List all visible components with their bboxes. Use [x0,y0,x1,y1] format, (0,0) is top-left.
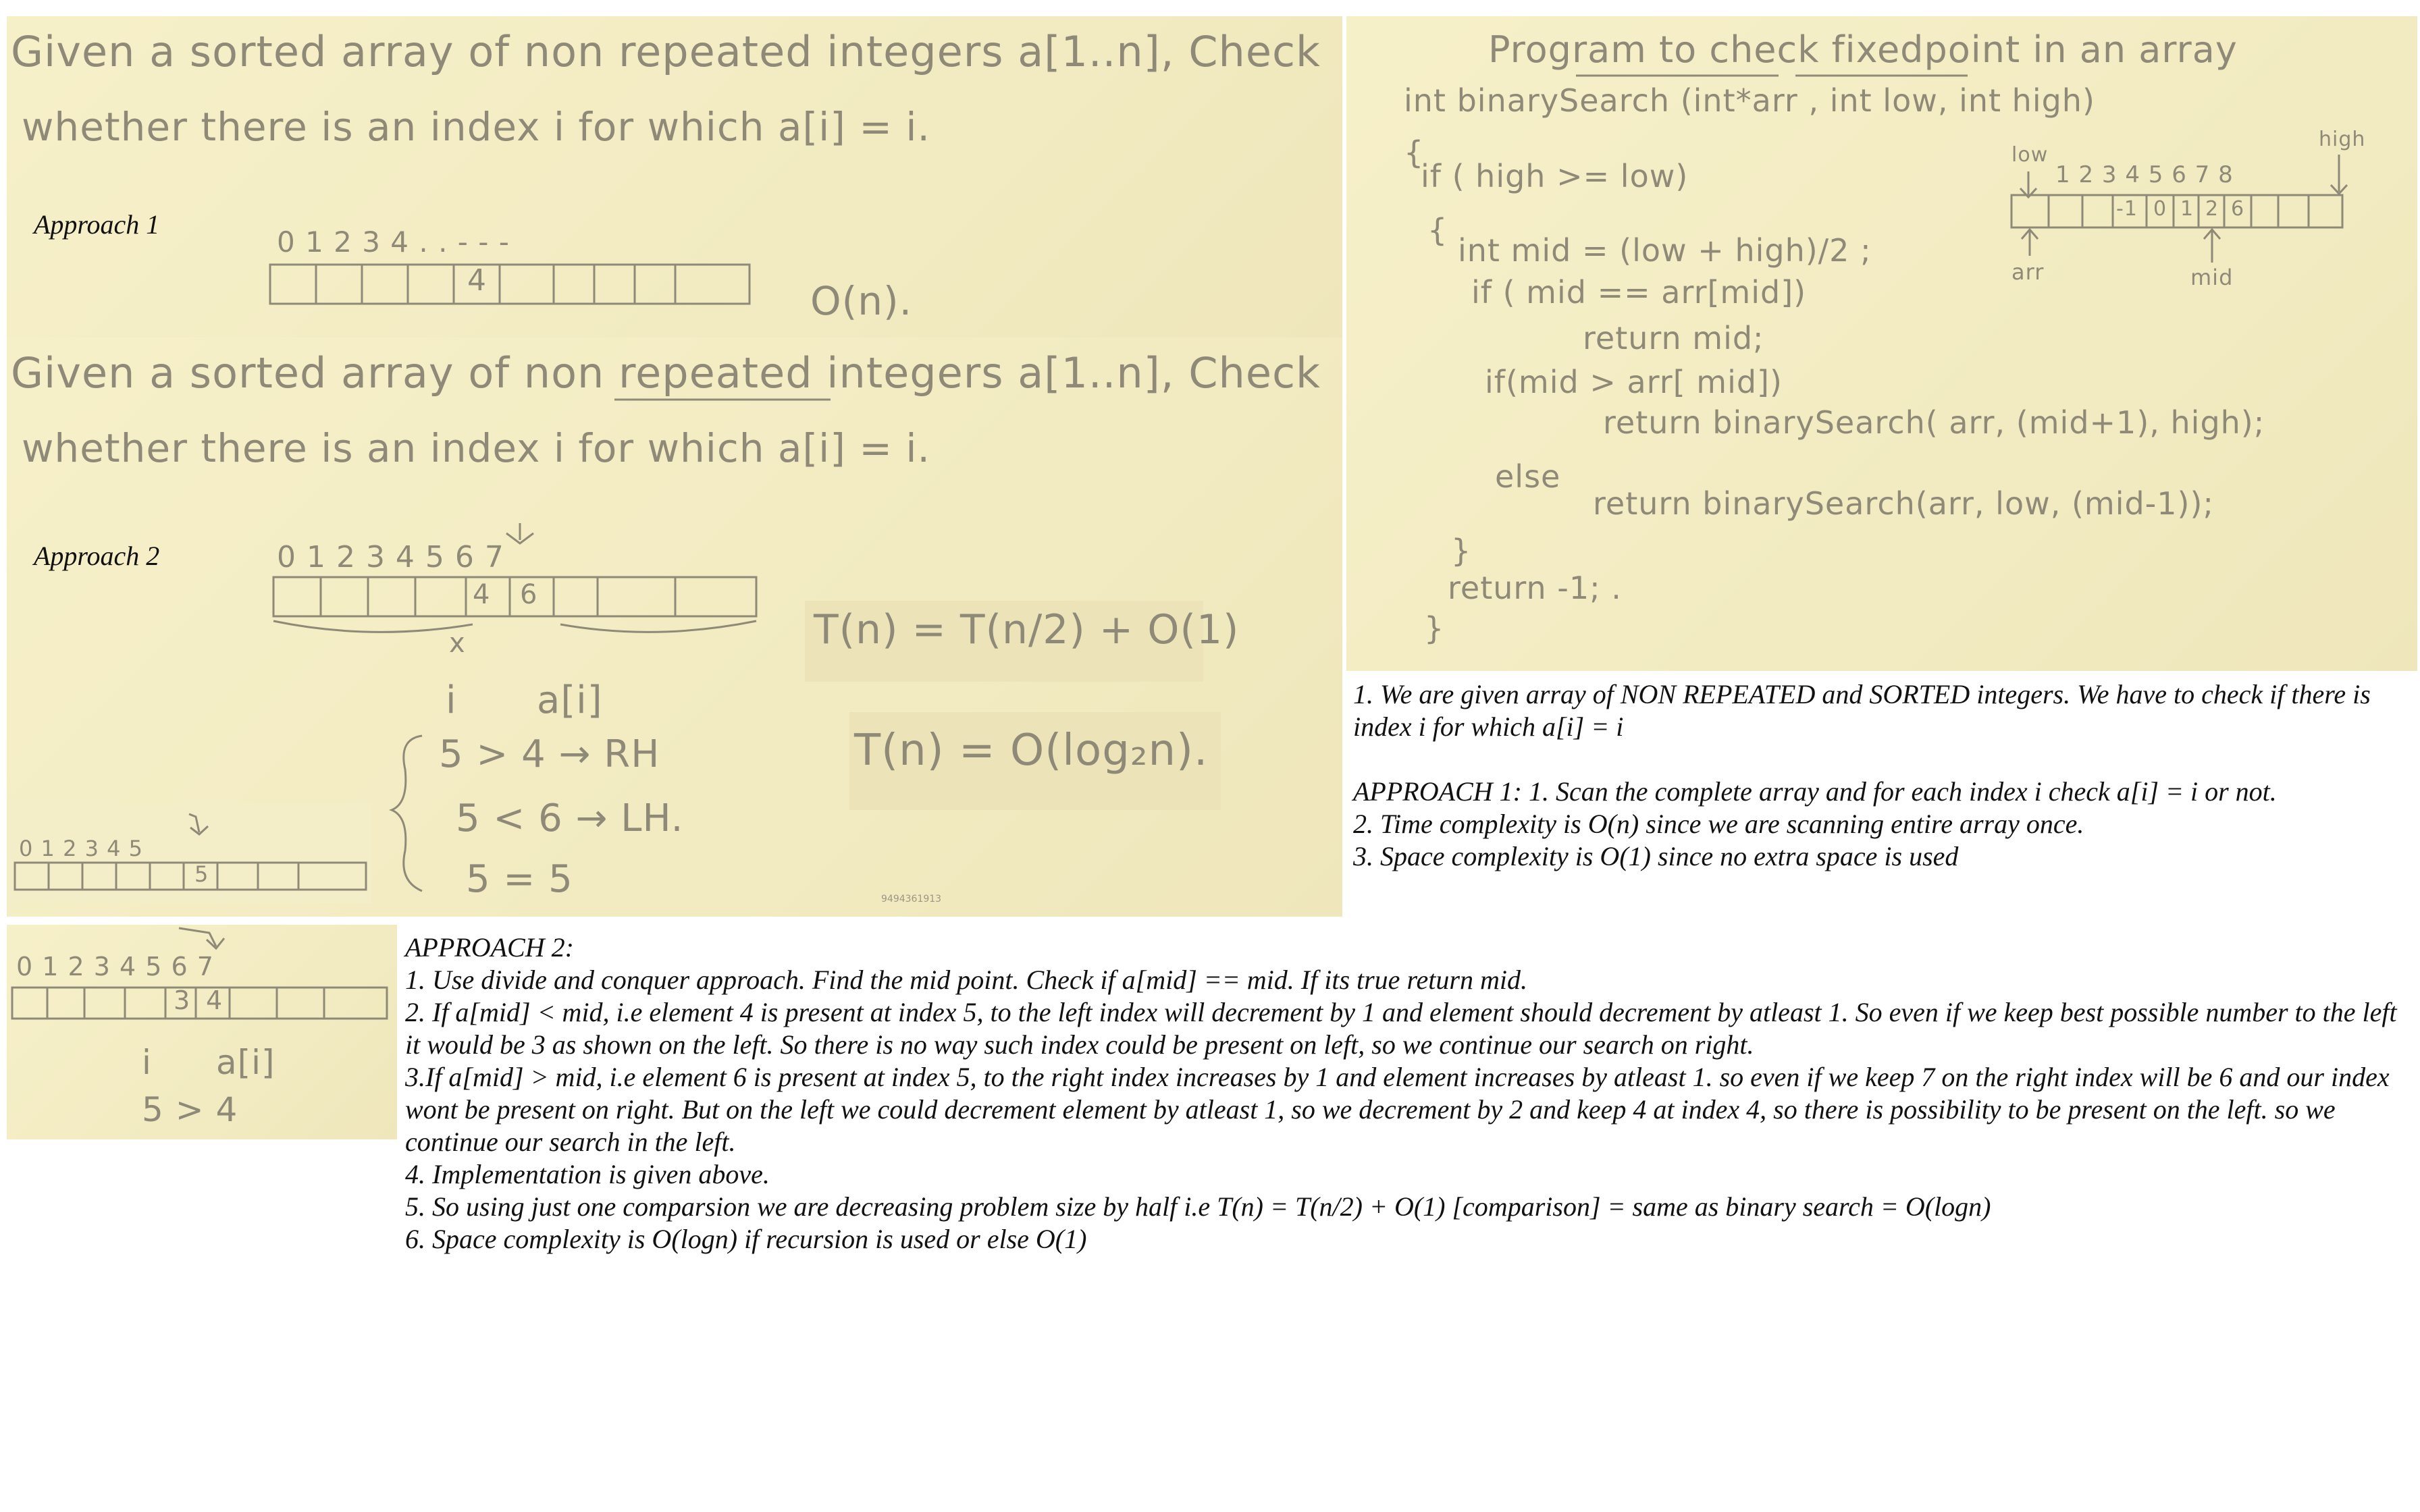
result: T(n) = O(log₂n). [854,726,1209,776]
diagram-indices: 1 2 3 4 5 6 7 8 [2055,161,2234,188]
problem-line-1b: Given a sorted array of non repeated integers a[1..n], Check [11,348,1321,398]
cell-neg1: -1 [2116,197,2138,221]
array-diagram [7,16,1342,338]
code-line-1: int binarySearch (int*arr , int low, int high) [1404,82,2095,119]
small-indices: 0 1 2 3 4 5 6 7 [16,952,214,981]
note-approach2-step3: 3.If a[mid] > mid, i.e element 6 is present at index 5, to the right index increases by 1 and element increases by atleast 1. so even if we keep 7 on the right index will be 6 and our index wont be present on right. But on the left we could decrement element by atleast 1, so we decrement by 2 and keep 4 at index 4, so there is possibility to be present on the left. so we continue our search in the left. [405,1062,2390,1157]
code-line-2: { [1404,134,1425,171]
diagram-array [1346,16,2417,671]
cell-value-6: 6 [520,579,538,610]
notes-approach-1 [1353,678,2406,873]
diagram-high: high [2319,128,2366,151]
problem-line-2: whether there is an index i for which a[i] = i. [22,104,930,150]
array-cell-value: 4 [467,263,487,298]
note-approach2-step6: 6. Space complexity is O(logn) if recursion is used or else O(1) [405,1224,1087,1254]
problem-line-2b: whether there is an index i for which a[i] = i. [22,425,930,471]
note-approach1-step1: APPROACH 1: 1. Scan the complete array and for each index i check a[i] = i or not. [1353,776,2277,807]
problem-line-1: Given a sorted array of non repeated integers a[1..n], Check [11,27,1321,76]
approach-2-label: Approach 2 [34,541,160,571]
code-line-7: return mid; [1583,320,1764,356]
code-line-11: return binarySearch(arr, low, (mid-1)); [1593,485,2214,522]
code-line-13: return -1; . [1448,570,1622,606]
inset-array [7,802,371,903]
note-approach1-step3: 3. Space complexity is O(1) since no extra space is used [1353,841,1959,871]
cell-6: 6 [2231,197,2245,221]
note-approach1-step2: 2. Time complexity is O(n) since we are scanning entire array once. [1353,809,2084,839]
note-approach2-step4: 4. Implementation is given above. [405,1159,770,1189]
program-panel [1346,16,2417,671]
small-cell-3: 3 [174,986,191,1015]
case-equal: 5 = 5 [466,857,573,901]
note-approach2-step5: 5. So using just one comparsion we are decreasing problem size by half i.e T(n) = T(n/2) + O(1) [comparison] = same as binary search = O(logn) [405,1191,1991,1222]
inset-value: 5 [194,861,209,887]
case-left: 5 < 6 → LH. [456,796,684,840]
cell-value-4: 4 [473,579,491,610]
small-col-i: i [142,1043,152,1082]
note-approach2-step1: 1. Use divide and conquer approach. Find the mid point. Check if a[mid] == mid. If its true return mid. [405,965,1527,995]
approach-1-panel [7,16,1342,338]
diagram-low: low [2011,143,2049,167]
array-indices: 0 1 2 3 4 . . - - - [277,225,510,259]
code-line-9: return binarySearch( arr, (mid+1), high); [1603,404,2265,441]
cell-2: 2 [2205,197,2219,221]
array-indices-2: 0 1 2 3 4 5 6 7 [277,540,504,574]
diagram-mid: mid [2190,265,2234,290]
cell-0: 0 [2153,197,2167,221]
small-cell-4: 4 [206,986,223,1015]
notes-approach-2 [405,932,2404,1256]
code-line-10: else [1495,458,1561,495]
approach-2-inset [7,802,371,903]
note-approach2-step2: 2. If a[mid] < mid, i.e element 4 is present at index 5, to the left index will decrement by 1 and element should decrement by atleast 1. So even if we keep best possible number to the left it would be 3 as shown on the left. So there is no way such index could be present on left, so we continue our search on right. [405,997,2397,1060]
code-line-5: int mid = (low + high)/2 ; [1458,232,1872,269]
cell-1: 1 [2180,197,2194,221]
small-col-ai: a[i] [216,1043,275,1082]
code-line-12: } [1451,533,1472,569]
small-case: 5 > 4 [142,1090,238,1129]
code-line-4: { [1427,212,1448,248]
complexity-on: O(n). [810,278,913,324]
col-ai: a[i] [537,678,603,722]
code-line-14: } [1424,610,1445,647]
note-approach2-title: APPROACH 2: [405,932,574,963]
inset-indices: 0 1 2 3 4 5 [19,836,144,861]
col-i: i [446,678,457,722]
case-right: 5 > 4 → RH [439,732,660,776]
diagram-arr: arr [2011,259,2045,285]
code-line-3: if ( high >= low) [1421,158,1689,194]
recurrence: T(n) = T(n/2) + O(1) [814,606,1240,653]
approach-1-label: Approach 1 [34,209,160,240]
code-line-6: if ( mid == arr[mid]) [1471,274,1807,310]
small-example-panel [7,925,397,1139]
watermark: 9494361913 [881,894,942,905]
code-line-8: if(mid > arr[ mid]) [1485,364,1783,400]
approach-2-panel [7,338,1342,917]
cross-mark: x [449,628,466,659]
program-title: Program to check fixedpoint in an array [1488,28,2238,71]
note-problem: 1. We are given array of NON REPEATED and SORTED integers. We have to check if there is index i for which a[i] = i [1353,679,2371,742]
